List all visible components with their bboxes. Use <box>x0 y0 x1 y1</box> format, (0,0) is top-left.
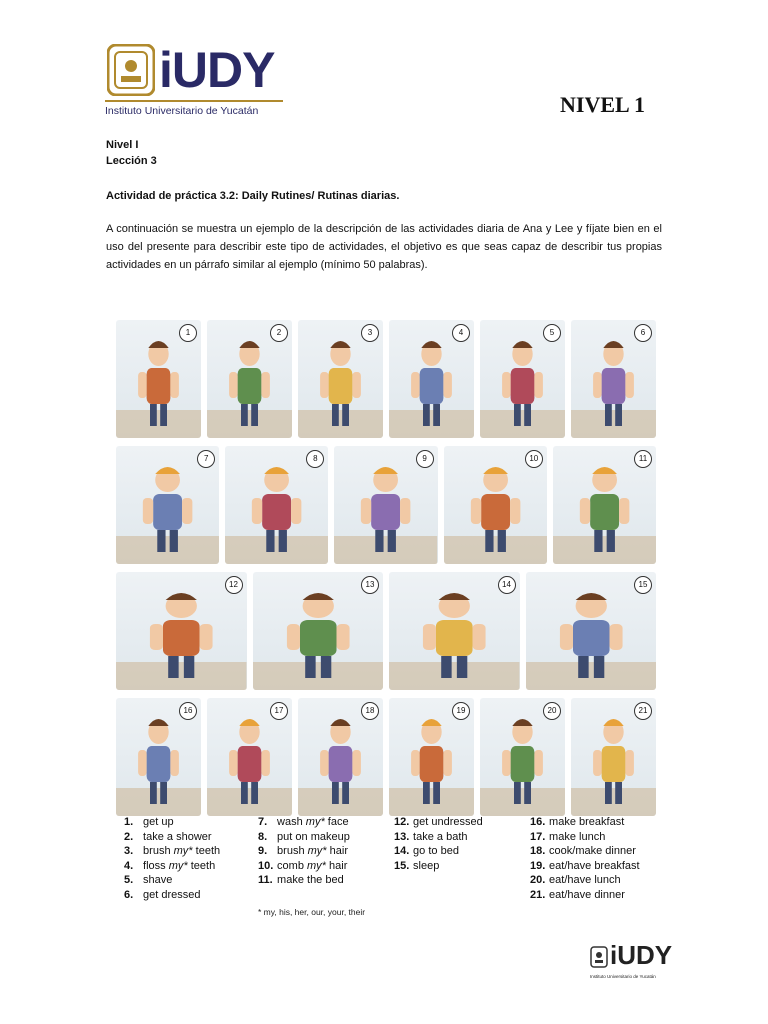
vocab-item <box>124 859 220 874</box>
vocab-phrase: make breakfast <box>546 816 625 828</box>
vocab-phrase: eat/have dinner <box>546 888 625 901</box>
illustration-panel <box>571 320 656 438</box>
vocab-phrase: make the bed <box>274 874 344 887</box>
illustration-panel <box>116 320 201 438</box>
vocab-phrase: go to bed <box>410 845 459 858</box>
vocab-item <box>530 844 640 859</box>
illustration-panel <box>526 572 657 690</box>
footer-logo-wordmark: iUDY <box>610 940 673 970</box>
illustration-number: 21 <box>634 702 652 720</box>
vocab-item <box>530 873 640 888</box>
illustration-panel <box>480 320 565 438</box>
vocab-number: 13. <box>394 830 410 843</box>
illustration-number: 6 <box>634 324 652 342</box>
vocab-number: 5. <box>124 874 134 887</box>
vocab-phrase: comb my* hair <box>274 859 348 872</box>
illustration-panel <box>334 446 437 564</box>
vocab-column-3 <box>394 815 483 873</box>
lesson-label: Lección 3 <box>106 155 157 167</box>
vocab-phrase: make lunch <box>546 830 606 843</box>
vocab-item <box>258 844 350 859</box>
vocab-item <box>258 815 350 830</box>
footnote: * my, his, her, our, your, their <box>258 907 366 917</box>
institute-logo <box>105 44 285 120</box>
illustration-panel <box>116 572 247 690</box>
illustration-number: 5 <box>543 324 561 342</box>
vocab-column-4 <box>530 815 640 903</box>
illustration-number: 1 <box>179 324 197 342</box>
illustration-panel <box>298 698 383 816</box>
vocab-item <box>530 859 640 874</box>
vocab-phrase: wash my* face <box>274 816 349 828</box>
vocab-phrase: put on makeup <box>274 830 350 843</box>
illustration-panel <box>444 446 547 564</box>
illustration-number: 7 <box>197 450 215 468</box>
illustration-grid <box>116 320 656 824</box>
vocab-phrase: shave <box>140 874 173 887</box>
vocab-phrase: get undressed <box>410 816 483 828</box>
vocab-item <box>124 888 220 903</box>
illustration-number: 2 <box>270 324 288 342</box>
illustration-number: 3 <box>361 324 379 342</box>
maya-emblem-icon <box>590 946 608 968</box>
illustration-panel <box>389 320 474 438</box>
vocab-number: 14. <box>394 845 410 858</box>
vocab-phrase: eat/have breakfast <box>546 859 640 872</box>
vocab-number: 15. <box>394 859 410 872</box>
vocab-number: 18. <box>530 845 546 858</box>
footer-logo <box>590 940 673 982</box>
illustration-number: 16 <box>179 702 197 720</box>
illustration-panel <box>253 572 384 690</box>
illustration-panel <box>389 698 474 816</box>
maya-emblem-icon <box>107 44 155 96</box>
illustration-number: 19 <box>452 702 470 720</box>
vocab-number: 10. <box>258 859 274 872</box>
illustration-number: 17 <box>270 702 288 720</box>
vocabulary-list <box>124 815 664 925</box>
level-label: Nivel I <box>106 139 139 151</box>
illustration-panel <box>298 320 383 438</box>
vocab-item <box>394 815 483 830</box>
vocab-item <box>258 859 350 874</box>
vocab-phrase: sleep <box>410 859 440 872</box>
footer-logo-subtitle: Instituto Universitario de Yucatán <box>590 974 656 979</box>
vocab-number: 4. <box>124 859 134 872</box>
vocab-item <box>124 815 220 830</box>
illustration-panel <box>207 320 292 438</box>
illustration-number: 9 <box>416 450 434 468</box>
vocab-item <box>394 844 483 859</box>
vocab-number: 19. <box>530 859 546 872</box>
vocab-number: 17. <box>530 830 546 843</box>
vocab-item <box>530 830 640 845</box>
logo-subtitle: Instituto Universitario de Yucatán <box>105 105 259 117</box>
illustration-panel <box>207 698 292 816</box>
vocab-item <box>124 830 220 845</box>
vocab-item <box>394 830 483 845</box>
logo-wordmark: iUDY <box>159 42 275 98</box>
vocab-item <box>530 815 640 830</box>
illustration-panel <box>480 698 565 816</box>
illustration-panel <box>553 446 656 564</box>
vocab-item <box>124 844 220 859</box>
logo-divider <box>105 100 283 102</box>
illustration-number: 14 <box>498 576 516 594</box>
vocab-number: 3. <box>124 845 134 858</box>
illustration-row <box>116 320 656 438</box>
illustration-row <box>116 572 656 690</box>
vocab-number: 16. <box>530 816 546 828</box>
vocab-item <box>124 873 220 888</box>
vocab-column-2 <box>258 815 350 888</box>
vocab-number: 9. <box>258 845 268 858</box>
vocab-number: 1. <box>124 816 134 828</box>
vocab-column-1 <box>124 815 220 903</box>
vocab-number: 20. <box>530 874 546 887</box>
vocab-phrase: brush my* teeth <box>140 845 221 858</box>
illustration-number: 12 <box>225 576 243 594</box>
vocab-phrase: take a shower <box>140 830 212 843</box>
vocab-item <box>530 888 640 903</box>
vocab-number: 2. <box>124 830 134 843</box>
vocab-phrase: cook/make dinner <box>546 845 636 858</box>
illustration-panel <box>116 446 219 564</box>
illustration-number: 10 <box>525 450 543 468</box>
illustration-number: 11 <box>634 450 652 468</box>
activity-title: Actividad de práctica 3.2: Daily Rutines/ Rutinas diarias. <box>106 190 400 202</box>
vocab-number: 21. <box>530 888 546 901</box>
vocab-number: 11. <box>258 874 273 887</box>
illustration-panel <box>116 698 201 816</box>
vocab-item <box>258 830 350 845</box>
vocab-item <box>258 873 350 888</box>
vocab-phrase: get dressed <box>140 888 201 901</box>
illustration-panel <box>389 572 520 690</box>
vocab-phrase: floss my* teeth <box>140 859 216 872</box>
illustration-number: 20 <box>543 702 561 720</box>
vocab-number: 12. <box>394 816 410 828</box>
vocab-number: 7. <box>258 816 268 828</box>
page-title: NIVEL 1 <box>560 92 645 117</box>
vocab-phrase: take a bath <box>410 830 468 843</box>
lesson-meta <box>106 137 157 169</box>
illustration-panel <box>571 698 656 816</box>
illustration-row <box>116 698 656 816</box>
vocab-number: 8. <box>258 830 268 843</box>
intro-paragraph: A continuación se muestra un ejemplo de la descripción de las actividades diaria de Ana y Lee y fíjate bien en el uso del presente para describir este tipo de actividades, el objetivo es que seas capaz de describir tus propias actividades en un párrafo similar al ejemplo (mínimo 50 palabras). <box>106 223 662 271</box>
vocab-phrase: eat/have lunch <box>546 874 621 887</box>
illustration-number: 15 <box>634 576 652 594</box>
vocab-phrase: get up <box>140 816 174 828</box>
illustration-number: 13 <box>361 576 379 594</box>
illustration-number: 18 <box>361 702 379 720</box>
vocab-item <box>394 859 483 874</box>
illustration-panel <box>225 446 328 564</box>
vocab-number: 6. <box>124 888 134 901</box>
illustration-row <box>116 446 656 564</box>
illustration-number: 4 <box>452 324 470 342</box>
illustration-number: 8 <box>306 450 324 468</box>
vocab-phrase: brush my* hair <box>274 845 348 858</box>
